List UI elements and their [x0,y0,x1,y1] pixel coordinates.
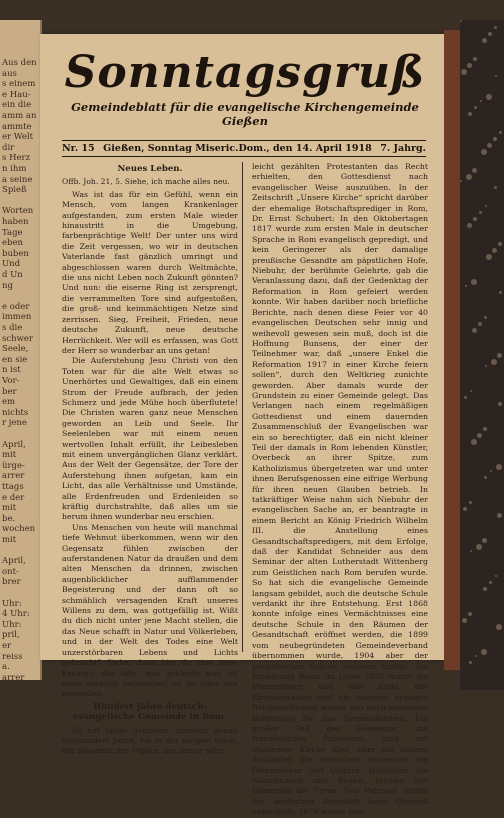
previous-page-text: d Un [2,270,23,280]
marble-speck [474,106,477,109]
previous-page-text: n ihm [2,164,27,174]
marble-speck [471,279,477,285]
article-paragraph: Es hat lange gedauert, nämlich genau dreihundert Jahre, bis in der ewigen Stadt, der Residenz der Päpste, die immer sehr [62,725,238,756]
marble-speck [488,32,492,36]
marble-speck [460,20,462,22]
previous-page-text: n ist [2,365,21,376]
marble-speck [466,174,472,180]
previous-page-text: dir [2,142,15,153]
marble-speck [495,75,497,77]
marble-speck [471,439,477,445]
previous-page-text: nichts [2,407,29,418]
issue-number: Nr. 15 [62,143,95,154]
marble-speck [467,63,472,68]
previous-page-text: 4 Uhr: [2,609,30,620]
article-paragraph: leicht gezählten Protestanten das Recht erhielten, den Gottesdienst nach evangelischer Weise auszuüben. In der Zeitschrift „Unsere Kirche“ spricht darüber der ehemalige Botschaftsprediger in Rom, Dr. Ernst Schubert: In den Oktobertagen 1817 wurde zum ersten Male in deutscher Sprache in Rom evangelisch gepredigt, und kein Geringerer als der damalige preußische Gesandte am päpstlichen Hofe, Niebuhr, der berühmte Gelehrte, gab die Veranlassung dazu, daß der Gedenktag der Reformation in Rom gefeiert werden konnte. Wir haben darüber noch briefliche Berichte, nach denen diese Feier vor 40 evangelischen Deutschen sehr innig und weihevoll gewesen sein muß, doch ist die Hoffnung Bunsens, der einer der Teilnehmer war, daß „unsere Enkel die Reformation 1917 in einer Kirche feiern sollen“, durch den Weltkrieg zunichte geworden. Aber damals wurde der Grundstein zu einer Gemeinde gelegt. Das Verlangen nach einem regelmäßigen Gottesdienst und einem dauernden Zusammenschluß der Evangelischen war ein so berechtigter, daß ein nicht kleiner Teil der damals in Rom lebenden Künstler, Overbeck an ihrer Spitze, zum Katholizismus übergetreten war und unter ihnen Berufsgenossen eine eifrige Werbung für ihren neuen Glauben betrieb. In tatkräftiger Weise nahm sich Niebuhr der evangelischen Sache an, er beantragte in einem Bericht an König Friedrich Wilhelm III. die Anstellung eines Gesandtschaftspredigers, mit dem Erfolge, daß der Kandidat Schneider aus dem Seminar der alten Lutherstadt Wittenberg zum Geistlichen nach Rom berufen wurde. So hat sich die evangelische Gemeinde langsam gebildet, auch die deutsche Schule verdankt ihr ihre Entstehung. Erst 1868 konnte infolge eines Vermächtnisses eine deutsche Schule in den Räumen der Gesandtschaft eröffnet werden, die 1899 vom neubegründeten Gemeindeverband übernommen wurde, 1904 aber der paritätischen Schule weichen mußte. Die Eroberung Roms im Jahre 1870 durch die Piemontesen und das Ende des Kirchenstaates und die dadurch erlangte Religionsfreiheit waren von entscheidender Bedeutung für das Gemeindeleben. Ein großer Teil der Gemeinde, die französischen Schweizer, ging zur Waldenser Kirche über, aber die andern Ausländer, die deutschen Schweizer, die Österreicher und Ungarn, Holländer, die Skandinaven und Balten, bleiben der Gemeinde die Treue. Das Patronat wurde der deutschen Botschaft beim Quirinal unterstellt. 1879 wurde eine [252,162,428,817]
marble-speck [496,624,502,630]
article-paragraph: Die Auferstehung Jesu Christi von den Toten war für die alte Welt etwas so Unerhörtes und Gewaltiges, daß ein einem Strom der Freude aufbrach, der jeden Schmerz und jede Mühe hoch überflutete! Die Christen waren ganz neue Menschen geworden an Leib und Seele. Ihr Seelenleben war mit einem neuen wertvollen Inhalt erfüllt, ihr Leibesleben mit einem unvergänglichen Glanz verklärt. Aus der Welt der Gegensätze, der Tore der Auferstehung ihnen aufgetan, kam ein Licht, das alle Verhältnisse und Umstände, alle Erdenfreuden und Erdenleiden so kräftig durchstrahlte, daß alles um sie herum ihnen wunderbar neu erschien. [62,356,238,522]
marble-speck [468,112,472,116]
marble-speck [499,291,502,294]
previous-page-text: r jene [2,418,27,429]
previous-page-text: brer [2,577,21,588]
previous-page-text: e der [2,492,25,503]
marble-speck [484,476,487,479]
previous-page-text: aus [2,68,17,79]
marble-speck [484,316,487,319]
marble-speck [499,131,502,134]
previous-page-text: arrer [2,672,25,680]
marble-speck [487,143,492,148]
previous-page-text: Uhr: [2,619,22,630]
marble-speck [469,661,472,664]
marble-speck [460,180,462,182]
previous-page-edge [0,20,42,680]
previous-page-text: eben [2,238,23,249]
previous-page-text: a seine [2,174,33,185]
previous-page-text: mit [2,535,17,545]
marble-speck [473,217,477,221]
marble-speck [485,205,487,207]
marble-speck [479,211,482,214]
previous-page-text: immen [2,312,32,323]
previous-page-text: April, [2,556,26,567]
marble-speck [472,328,477,333]
marble-speck [498,242,502,246]
previous-page-text: s die [2,323,23,333]
marble-speck [461,69,467,75]
marble-speck [470,550,472,552]
previous-page-text: Seele, [2,344,29,355]
marble-speck [482,538,487,543]
newspaper-page [40,34,444,817]
previous-page-text: amm an [2,111,37,121]
marble-speck [478,322,482,326]
previous-page-text: be. [2,513,16,524]
marble-speck [481,649,487,655]
marble-speck [473,57,477,61]
marble-speck [492,248,497,253]
book-cover-edge [460,20,504,690]
previous-page-text: e Hau- [2,89,31,100]
previous-page-text: Aus den [2,58,37,68]
binding-spine [444,30,460,670]
left-column [62,162,238,757]
previous-page-text: ttags [2,482,24,492]
previous-page-text: Worten [2,206,34,217]
previous-page-text: ein die [2,100,32,111]
marble-speck [480,100,482,102]
marble-speck [497,513,502,518]
previous-page-text: arrer [2,471,25,482]
marble-speck [469,501,472,504]
previous-page-text: Spieß [2,185,27,196]
previous-page-text: e oder [2,301,30,312]
previous-page-text: ng [2,280,13,291]
previous-page-text: s einem [2,79,36,90]
marble-speck [468,612,472,616]
marble-speck [486,94,492,100]
marble-speck [463,507,467,511]
previous-page-text: ürge- [2,460,25,471]
marble-speck [481,149,487,155]
previous-page-text: mit [2,503,17,514]
marble-speck [462,618,467,623]
previous-page-text: mit [2,450,17,461]
previous-page-text: Vor- [2,376,20,386]
article-paragraph: Was ist das für ein Gefühl, wenn ein Mensch, vom langen Krankenlager aufgestanden, zum ersten Male wieder hinaustritt in die Umgebung, farbenprächtige Welt! Der unter uns wird die Zeit vergessen, wo wir in deutschen Vaterlande fast gänzlich umringt und abgeschlossen waren durch Weltmächte, die uns nicht Leben noch Zukunft gönnten? Und nun: die eiserne Ring ist zersprengt, die verrammelten Tore sind aufgestoßen, die groß- und keimmächtigen Netze sind zerrissen. Sieg, Freiheit, Frieden, neue deutsche Zukunft, neue deutsche Herrlichkeit. Wer will es erfassen, was Gott der Herr so wunderbar an uns getan! [62,189,238,355]
column-divider [242,162,243,652]
marble-speck [482,38,487,43]
article-heading-rome: Hundert Jahre deutsch-evangelische Gemeinde in Rom. [73,701,227,723]
marble-speck [494,186,497,189]
marble-speck [467,223,472,228]
marble-speck [470,390,472,392]
previous-page-text: en sie [2,354,28,365]
previous-page-text: er [2,641,12,651]
previous-page-text: Und [2,259,21,270]
marble-speck [486,254,492,260]
marble-speck [465,285,467,287]
previous-page-text: ammte [2,121,32,132]
marble-speck [475,655,477,657]
previous-page-text: em [2,397,16,408]
marble-speck [485,365,487,367]
marble-speck [494,26,497,29]
marble-speck [476,544,482,550]
previous-page-text: ont- [2,566,19,577]
previous-page-text: reiss [2,651,23,662]
marble-speck [493,137,497,141]
marble-speck [483,587,487,591]
previous-page-text: haben [2,217,29,227]
marble-speck [497,353,502,358]
previous-page-text: s Herz [2,153,31,164]
newspaper-title: Sonntagsgruß [64,47,426,98]
previous-page-text: ber [2,386,17,397]
newspaper-subtitle: Gemeindeblatt für die evangelische Kirchengemeinde Gießen [71,100,419,128]
masthead [60,47,430,128]
previous-page-text: wochen [2,524,36,535]
previous-page-text: Tage [2,227,23,238]
marble-speck [483,427,487,431]
previous-page-text: a. [2,662,10,673]
previous-page-text: schwer [2,333,33,344]
bible-verse: Offb. Joh. 21, 5. Siehe, ich mache alles neu. [62,177,230,187]
marble-speck [495,575,497,577]
marble-speck [496,464,502,470]
previous-page-text: April, [2,439,26,450]
article-heading: Neues Leben. [117,164,183,174]
previous-page-text: Uhr: [2,598,22,609]
article-paragraph: Uns Menschen von heute will manchmal tiefe Wehmut überkommen, wenn wir den Gegensatz fühlen zwischen der auferstandenen Natur da draußen und dem alten Menschen da drinnen, zwischen augenblicklicher aufflammender Begeisterung und der dann oft so schmählich versagenden Kraft unseres Willens zu dem, was gottgefällig ist. Wißt du dich nicht unter jene Macht stellen, die das Neue schafft in Natur und Völkerleben, und in der Welt des Todes eine Welt unzerstörbaren Lebens und Lichts gebracht? Siehe, dann bist du eine neue Kreatur; das Alte, was schlecht war, ist dann wirklich vergangen; es ist alles neu geworden. [62,522,238,699]
previous-page-text: buben [2,248,29,259]
issue-line [62,140,426,157]
marble-speck [472,168,477,173]
marble-speck [491,359,497,365]
marble-speck [489,581,492,584]
marble-speck [477,433,482,438]
marble-speck [498,402,502,406]
marble-speck [464,396,467,399]
previous-page-text: pril, [2,630,20,641]
marble-speck [490,470,492,472]
issue-date: Gießen, Sonntag Miseric.Dom., den 14. April 1918 [103,143,372,154]
previous-page-text: er Welt [2,132,34,143]
right-column [252,162,428,818]
issue-year: 7. Jahrg. [380,143,426,154]
